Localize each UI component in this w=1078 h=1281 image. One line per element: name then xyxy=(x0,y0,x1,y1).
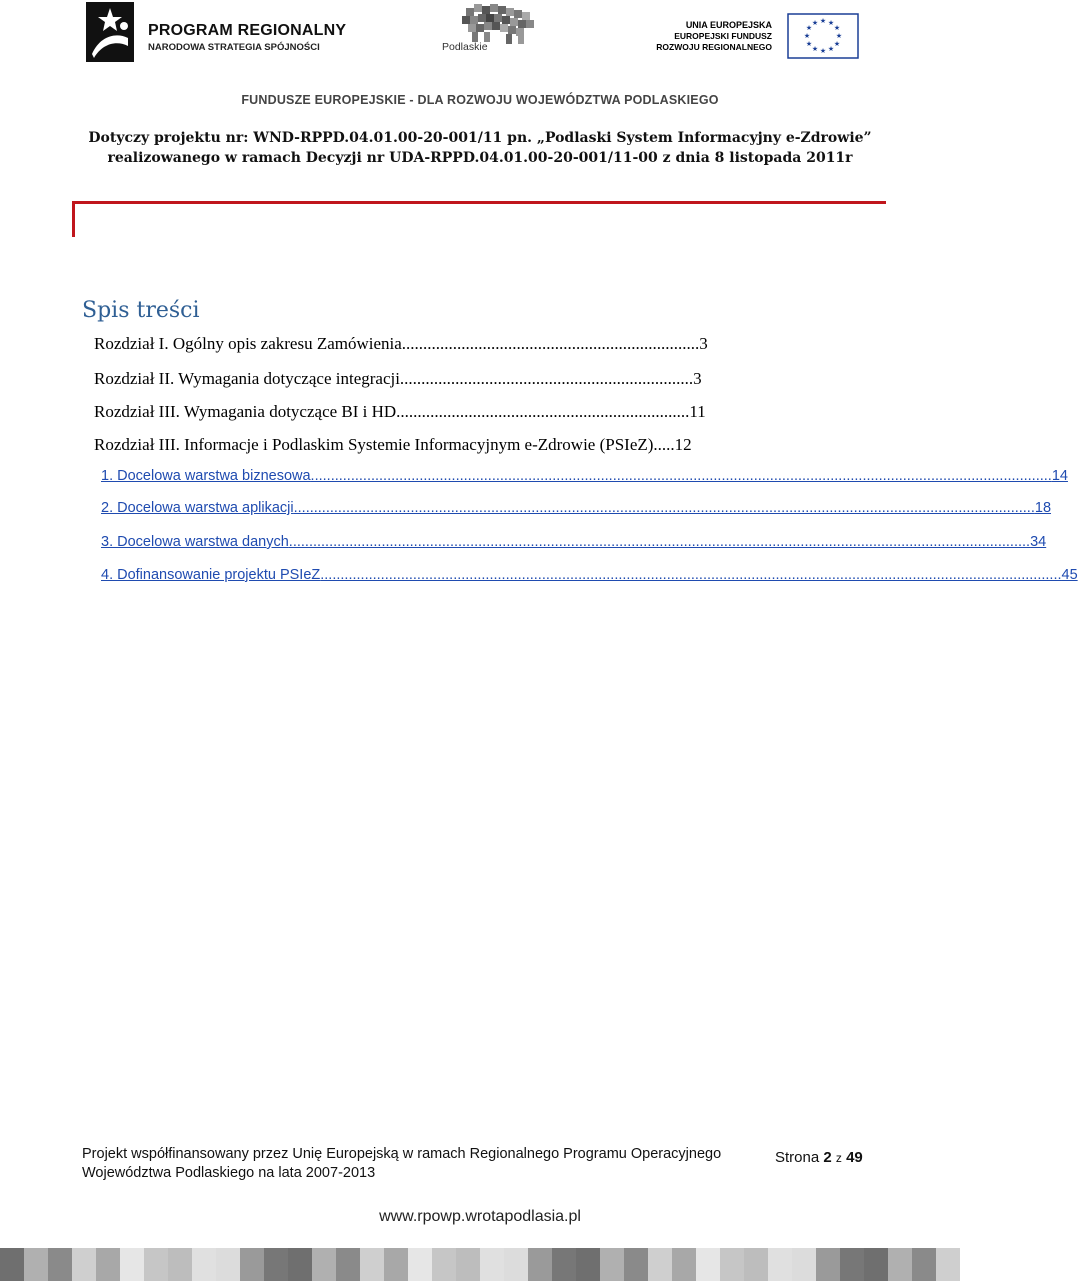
toc-leader-dots: ........................................................................................................................................................................................ xyxy=(293,500,1035,516)
program-title: PROGRAM REGIONALNY xyxy=(148,22,347,39)
strip-block xyxy=(336,1248,360,1281)
strip-block xyxy=(216,1248,240,1281)
toc-link-page: 45 xyxy=(1061,567,1078,583)
strip-block xyxy=(384,1248,408,1281)
strip-block xyxy=(264,1248,288,1281)
project-reference-line-1: Dotyczy projektu nr: WND-RPPD.04.01.00-20-001/11 pn. „Podlaski System Informacyjny e-Zdrowie” xyxy=(88,130,872,146)
svg-text:★: ★ xyxy=(833,24,841,32)
strip-block xyxy=(144,1248,168,1281)
toc-link-label: 4. Dofinansowanie projektu PSIeZ xyxy=(101,567,321,583)
toc-leader-dots: ........................................................................................................................................................................................ xyxy=(310,468,1052,484)
funds-banner: FUNDUSZE EUROPEJSKIE - DLA ROZWOJU WOJEWÓDZTWA PODLASKIEGO xyxy=(241,93,719,107)
strip-block xyxy=(840,1248,864,1281)
program-subtitle: NARODOWA STRATEGIA SPÓJNOŚCI xyxy=(148,42,320,53)
toc-link-application-layer[interactable] xyxy=(101,500,1052,516)
strip-block xyxy=(96,1248,120,1281)
podlaskie-logo xyxy=(440,2,550,58)
footer-cofinancing-line-1: Projekt współfinansowany przez Unię Europejską w ramach Regionalnego Programu Operacyjnego xyxy=(82,1146,722,1162)
project-reference-line-2: realizowanego w ramach Decyzji nr UDA-RPPD.04.01.00-20-001/11-00 z dnia 8 listopada 2011r xyxy=(107,150,853,166)
strip-block xyxy=(576,1248,600,1281)
svg-text:★: ★ xyxy=(811,45,819,53)
website-url[interactable]: www.rpowp.wrotapodlasia.pl xyxy=(379,1208,581,1225)
strip-block xyxy=(48,1248,72,1281)
strip-block xyxy=(432,1248,456,1281)
strip-block xyxy=(864,1248,888,1281)
svg-text:★: ★ xyxy=(811,19,819,27)
bison-icon xyxy=(462,2,542,44)
toc-link-data-layer[interactable] xyxy=(101,534,1047,550)
strip-block xyxy=(696,1248,720,1281)
strip-block xyxy=(0,1248,24,1281)
toc-entry-major[interactable]: Rozdział III. Informacje i Podlaskim Systemie Informacyjnym e-Zdrowie (PSIeZ).....12 xyxy=(94,435,692,454)
toc-leader-dots: ........................................................................................................................................................................................ xyxy=(288,534,1031,550)
eu-line-3: ROZWOJU REGIONALNEGO xyxy=(656,42,772,52)
strip-block xyxy=(312,1248,336,1281)
strip-block xyxy=(600,1248,624,1281)
strip-block xyxy=(528,1248,552,1281)
strip-block xyxy=(912,1248,936,1281)
svg-text:★: ★ xyxy=(835,32,843,40)
strip-block xyxy=(744,1248,768,1281)
program-regionalny-logo xyxy=(86,2,356,64)
red-divider-vertical xyxy=(72,201,75,237)
strip-block xyxy=(888,1248,912,1281)
strip-block xyxy=(936,1248,960,1281)
toc-link-label: 2. Docelowa warstwa aplikacji xyxy=(101,500,294,516)
strip-block xyxy=(288,1248,312,1281)
toc-link-cofinancing[interactable] xyxy=(101,567,1078,583)
toc-entry-major[interactable]: Rozdział II. Wymagania dotyczące integracji.....................................................................3 xyxy=(94,369,702,388)
program-regionalny-mark-icon xyxy=(86,2,134,62)
strip-block xyxy=(360,1248,384,1281)
page-number xyxy=(775,1149,863,1166)
toc-title: Spis treści xyxy=(82,298,200,323)
strip-block xyxy=(168,1248,192,1281)
page-total: 49 xyxy=(846,1149,863,1166)
toc-link-business-layer[interactable] xyxy=(101,468,1068,484)
strip-block xyxy=(240,1248,264,1281)
strip-block xyxy=(624,1248,648,1281)
toc-link-page: 18 xyxy=(1034,500,1052,516)
svg-text:★: ★ xyxy=(819,47,827,55)
svg-text:★: ★ xyxy=(805,24,813,32)
page-prefix: Strona xyxy=(775,1149,820,1166)
toc-link-label: 3. Docelowa warstwa danych xyxy=(101,534,289,550)
svg-text:★: ★ xyxy=(803,32,811,40)
toc-leader-dots: ........................................................................................................................................................................................ xyxy=(320,567,1062,583)
svg-text:★: ★ xyxy=(827,19,835,27)
eu-flag-icon xyxy=(788,14,858,58)
toc-link-label: 1. Docelowa warstwa biznesowa xyxy=(101,468,311,484)
svg-text:★: ★ xyxy=(805,40,813,48)
svg-text:★: ★ xyxy=(833,40,841,48)
page-separator: z xyxy=(835,1151,842,1165)
decorative-pixel-strip xyxy=(0,1248,960,1281)
strip-block xyxy=(456,1248,480,1281)
strip-block xyxy=(120,1248,144,1281)
red-divider-horizontal xyxy=(72,201,886,204)
strip-block xyxy=(408,1248,432,1281)
strip-block xyxy=(816,1248,840,1281)
strip-block xyxy=(480,1248,504,1281)
eu-line-2: EUROPEJSKI FUNDUSZ xyxy=(674,31,772,41)
strip-block xyxy=(552,1248,576,1281)
strip-block xyxy=(192,1248,216,1281)
strip-block xyxy=(768,1248,792,1281)
toc-entry-major[interactable]: Rozdział I. Ogólny opis zakresu Zamówienia......................................................................3 xyxy=(94,334,708,353)
eu-logo xyxy=(656,14,858,58)
toc-entry-major[interactable]: Rozdział III. Wymagania dotyczące BI i HD.....................................................................11 xyxy=(94,402,706,421)
footer-cofinancing-line-2: Województwa Podlaskiego na lata 2007-2013 xyxy=(82,1165,376,1181)
strip-block xyxy=(504,1248,528,1281)
strip-block xyxy=(720,1248,744,1281)
strip-block xyxy=(72,1248,96,1281)
toc-link-page: 14 xyxy=(1051,468,1068,484)
strip-block xyxy=(648,1248,672,1281)
toc-link-page: 34 xyxy=(1030,534,1047,550)
strip-block xyxy=(792,1248,816,1281)
region-label: Podlaskie xyxy=(442,41,488,53)
svg-text:★: ★ xyxy=(819,17,827,25)
page-current: 2 xyxy=(823,1149,832,1166)
svg-text:★: ★ xyxy=(827,45,835,53)
strip-block xyxy=(24,1248,48,1281)
strip-block xyxy=(672,1248,696,1281)
eu-line-1: UNIA EUROPEJSKA xyxy=(685,20,772,30)
